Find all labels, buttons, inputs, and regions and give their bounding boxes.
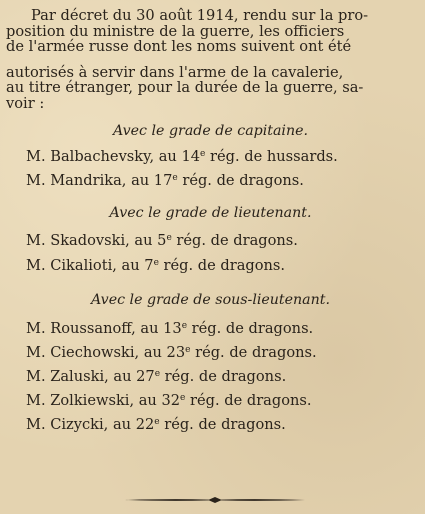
ordinal-suffix: e: [172, 173, 178, 183]
regiment-text: rég. de dragons.: [185, 392, 312, 409]
regiment-text: rég. de dragons.: [190, 344, 317, 361]
intro-line: voir :: [6, 94, 45, 112]
ornamental-separator: [125, 496, 305, 504]
ordinal-suffix: e: [154, 417, 160, 427]
officer-entry: [6, 257, 415, 274]
regiment-text: rég. de hussards.: [205, 148, 338, 165]
regiment-text: rég. de dragons.: [158, 257, 286, 274]
officer-text: M. Cikalioti, au 7: [26, 257, 154, 274]
officer-text: M. Balbachevsky, au 14: [26, 148, 201, 165]
officer-entry: [6, 172, 415, 189]
officer-entry: [6, 368, 415, 385]
section-heading-capitaine: Avec le grade de capitaine.: [112, 123, 309, 139]
regiment-text: rég. de dragons.: [159, 416, 286, 433]
intro-line: de l'armée russe dont les noms suivent ont été: [6, 38, 352, 55]
section-heading-lieutenant: Avec le grade de lieutenant.: [109, 205, 312, 221]
officer-text: M. Zolkiewski, au 32: [26, 392, 181, 409]
officer-text: M. Ciechowski, au 23: [26, 344, 186, 361]
intro-line: autorisés à servir dans l'arme de la cavalerie,: [6, 63, 344, 81]
intro-paragraph: [6, 8, 415, 111]
ordinal-suffix: e: [200, 149, 206, 159]
regiment-text: rég. de dragons.: [171, 232, 298, 249]
intro-line: position du ministre de la guerre, les officiers: [6, 22, 345, 40]
officer-entry: [6, 232, 415, 249]
officer-entry: [6, 344, 415, 361]
section-heading-sous-lieutenant: Avec le grade de sous-lieutenant.: [91, 292, 330, 308]
officer-text: M. Roussanoff, au 13: [26, 320, 182, 337]
officer-entry: [6, 148, 415, 165]
officer-entry: [6, 320, 415, 337]
intro-line: au titre étranger, pour la durée de la guerre, sa-: [6, 79, 364, 96]
officer-text: M. Mandrika, au 17: [26, 172, 173, 189]
ordinal-suffix: e: [153, 258, 159, 268]
ordinal-suffix: e: [185, 345, 191, 355]
ordinal-suffix: e: [166, 233, 172, 243]
regiment-text: rég. de dragons.: [160, 368, 287, 385]
ordinal-suffix: e: [181, 321, 188, 331]
ordinal-suffix: e: [154, 369, 161, 379]
regiment-text: rég. de dragons.: [187, 320, 314, 337]
officer-entry: [6, 416, 415, 433]
officer-entry: [6, 392, 415, 409]
ordinal-suffix: e: [180, 393, 186, 403]
officer-text: M. Zaluski, au 27: [26, 368, 155, 385]
intro-line: Par décret du 30 août 1914, rendu sur la pro-: [31, 7, 369, 24]
officer-text: M. Skadovski, au 5: [26, 232, 167, 249]
officer-text: M. Cizycki, au 22: [26, 416, 155, 433]
regiment-text: rég. de dragons.: [177, 172, 304, 189]
